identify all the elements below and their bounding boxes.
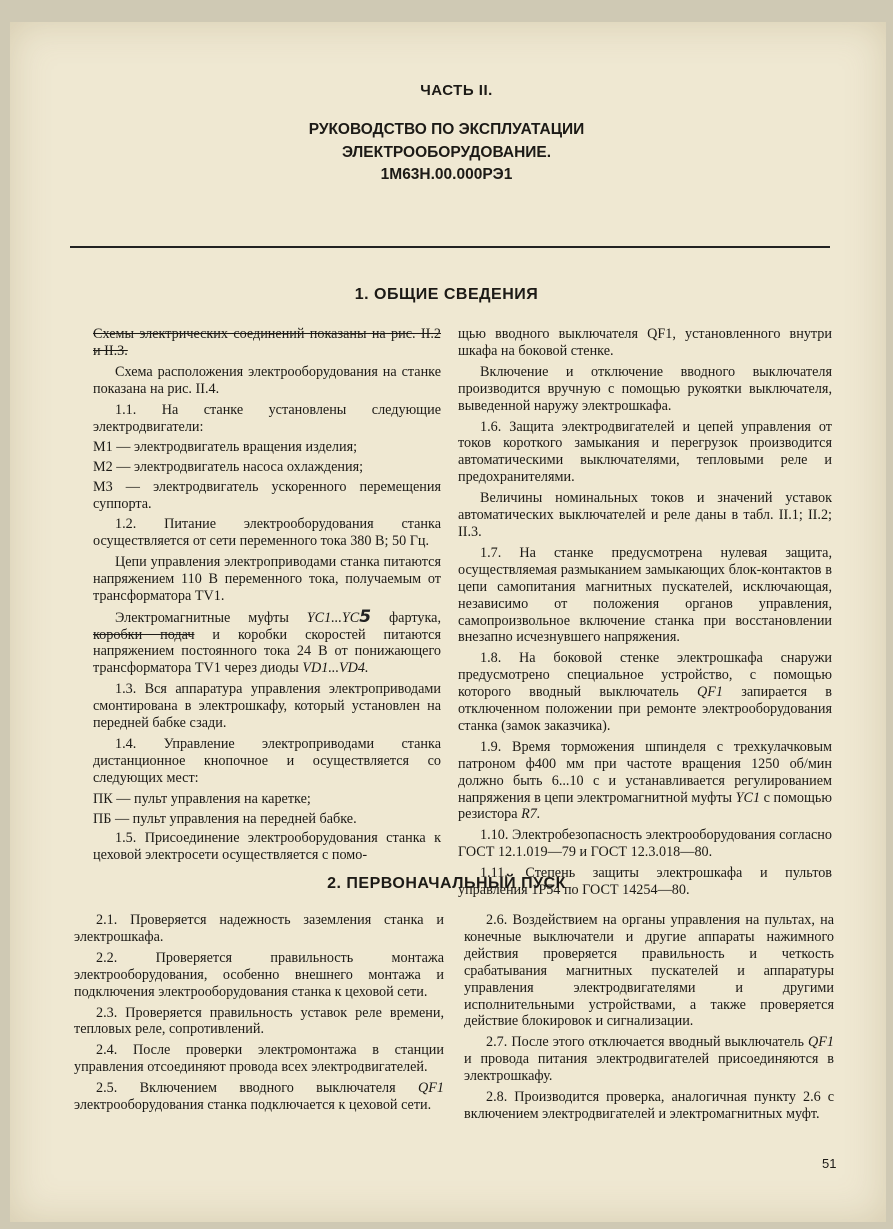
section-2-left-column: [74, 912, 444, 1118]
section-1-right-column: [458, 326, 832, 903]
section-1-heading: 1. ОБЩИЕ СВЕДЕНИЯ: [354, 286, 539, 303]
paragraph: 2.2. Проверяется правильность монтажа электрооборудования, особенно внешнего монтажа и подключения электрооборудования станка к цеховой сети.: [74, 949, 444, 1000]
paragraph: 1.4. Управление электроприводами станка дистанционное кнопочное и осуществляется со следующих мест:: [93, 735, 441, 786]
part-heading: ЧАСТЬ II.: [420, 82, 493, 99]
paragraph: Цепи управления электроприводами станка питаются напряжением 110 В переменного тока, получаемым от трансформатора TV1.: [93, 553, 441, 604]
paragraph: 1.2. Питание электрооборудования станка осуществляется от сети переменного тока 380 В; 50 Гц.: [93, 516, 441, 549]
section-2-heading: 2. ПЕРВОНАЧАЛЬНЫЙ ПУСК: [327, 875, 566, 892]
paragraph: 2.3. Проверяется правильность уставок реле времени, тепловых реле, сопротивлений.: [74, 1004, 444, 1038]
section-2-right-column: [464, 912, 834, 1127]
handwritten-correction: 5: [359, 606, 372, 627]
paragraph: Включение и отключение вводного выключателя производится вручную с помощью рукоятки выключателя, выведенной наружу электрошкафа.: [458, 363, 832, 414]
list-item: М2 — электродвигатель насоса охлаждения;: [93, 459, 364, 476]
paragraph: 1.7. На станке предусмотрена нулевая защита, осуществляемая размыканием замыкающих блок-контактов в цепи самопитания магнитных пускателей, исключающая, независимо от положения органов управления, самопроизвольное включение станка при восстановлении внезапно исчезнувшего напряжения.: [458, 544, 832, 646]
document-title-line-1: РУКОВОДСТВО ПО ЭКСПЛУАТАЦИИ: [308, 121, 585, 138]
paragraph: 2.6. Воздействием на органы управления на пультах, на конечные выключатели и другие аппараты нажимного действия проверяется правильность и четкость срабатывания магнитных пускателей и аппаратуры управления электродвигателями и другими исполнительными устройствами, а также проверяется действие блокировок и сигнализации.: [464, 912, 834, 1030]
paragraph: Схема расположения электрооборудования на станке показана на рис. II.4.: [93, 363, 441, 397]
paragraph: 1.11. Степень защиты электрошкафа и пультов управления 1Р54 по ГОСТ 14254—80.: [458, 865, 832, 899]
paragraph: 2.5. Включением вводного выключателя QF1 электрооборудования станка подключается к цеховой сети.: [74, 1080, 444, 1114]
list-item: ПК — пульт управления на каретке;: [93, 790, 311, 807]
list-item: ПБ — пульт управления на передней бабке.: [93, 810, 357, 827]
paragraph: 1.1. На станке установлены следующие электродвигатели:: [93, 401, 441, 435]
paragraph: 1.9. Время торможения шпинделя с трехкулачковым патроном ф400 мм при частоте вращения 1250 об/мин должно быть 6...10 с и устанавливается регулированием напряжения в цепи электромагнитной муфты YC1 с помощью резистора R7.: [458, 738, 832, 823]
struck-paragraph: Схемы электрических соединений показаны на рис. II.2 и II.3.: [93, 326, 441, 359]
page-number: 51: [822, 1156, 837, 1171]
paragraph: 1.6. Защита электродвигателей и цепей управления от токов короткого замыкания и перегрузок производится автоматическими выключателями, тепловыми реле и предохранителями.: [458, 418, 832, 486]
paragraph: 2.8. Производится проверка, аналогичная пункту 2.6 с включением электродвигателей и электромагнитных муфт.: [464, 1089, 834, 1122]
paragraph: щью вводного выключателя QF1, установленного внутри шкафа на боковой стенке.: [458, 326, 832, 359]
list-item: М3 — электродвигатель ускоренного перемещения суппорта.: [93, 479, 441, 513]
paragraph: Величины номинальных токов и значений уставок автоматических выключателей и реле даны в табл. II.1; II.2; II.3.: [458, 490, 832, 540]
paragraph: 1.5. Присоединение электрооборудования станка к цеховой электросети осуществляется с помо-: [93, 830, 441, 864]
section-1-left-column: [93, 326, 441, 868]
list-item: М1 — электродвигатель вращения изделия;: [93, 439, 358, 456]
paragraph: 1.3. Вся аппаратура управления электроприводами смонтирована в электрошкафу, который установлен на передней бабке сзади.: [93, 681, 441, 732]
header-divider: [70, 246, 830, 248]
document-title-line-2: ЭЛЕКТРООБОРУДОВАНИЕ.: [341, 144, 552, 161]
paragraph: 1.10. Электробезопасность электрооборудования согласно ГОСТ 12.1.019—79 и ГОСТ 12.3.018—80.: [458, 827, 832, 861]
paragraph: Электромагнитные муфты YC1...YC5 фартука, коробки подач и коробки скоростей питаются напряжением постоянного тока 24 В от понижающего трансформатора TV1 через диоды VD1...VD4.: [93, 606, 441, 677]
paragraph: 2.4. После проверки электромонтажа в станции управления отсоединяют провода всех электродвигателей.: [74, 1042, 444, 1076]
document-code: 1М63Н.00.000РЭ1: [380, 166, 513, 183]
paragraph: 2.7. После этого отключается вводный выключатель QF1 и провода питания электродвигателей присоединяются в электрошкафу.: [464, 1034, 834, 1085]
paragraph: 1.8. На боковой стенке электрошкафа снаружи предусмотрено специальное устройство, с помощью которого вводный выключатель QF1 запирается в отключенном положении при ремонте электрооборудования станка (замок заказчика).: [458, 650, 833, 734]
paragraph: 2.1. Проверяется надежность заземления станка и электрошкафа.: [74, 912, 444, 945]
